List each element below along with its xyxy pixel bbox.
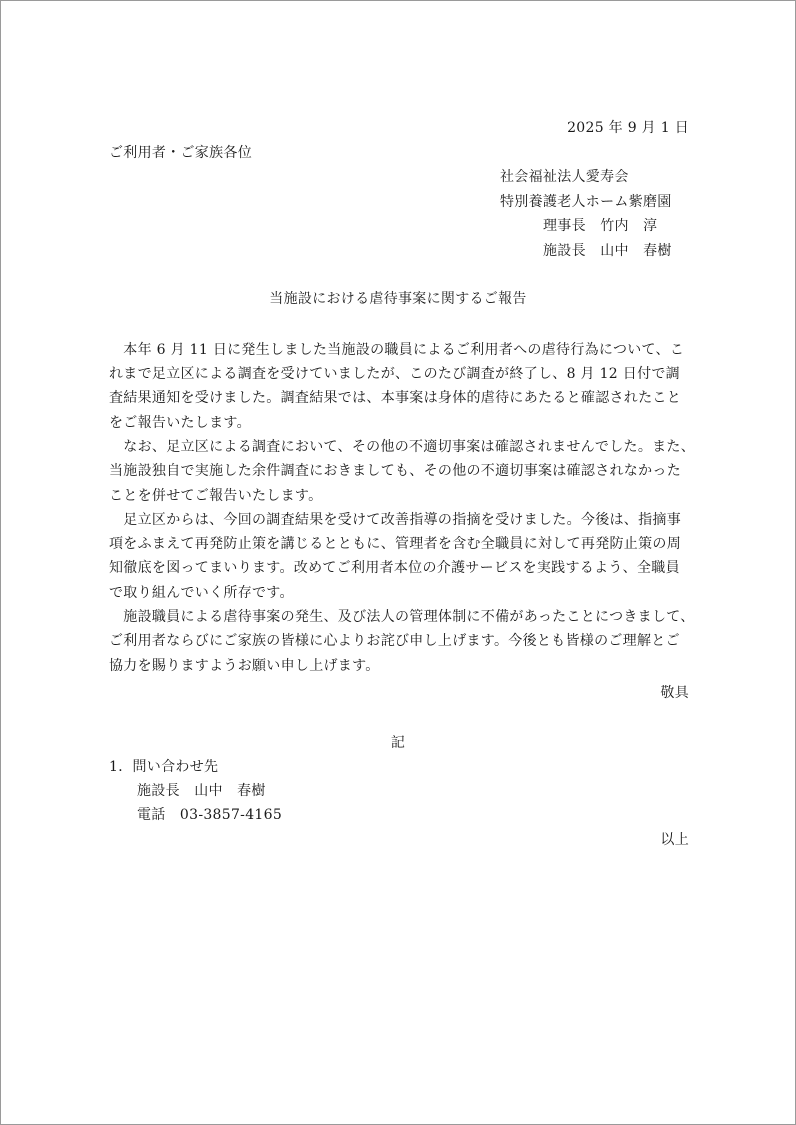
end-marker: 以上	[660, 832, 689, 848]
body-line: をご報告いたします。	[109, 415, 251, 431]
contact-phone: 電話 03-3857-4165	[137, 807, 283, 823]
body-line: なお、足立区による調査において、その他の不適切事案は確認されませんでした。また、	[109, 439, 696, 455]
body-line: 項をふまえて再発防止策を講じるとともに、管理者を含む全職員に対して再発防止策の周	[109, 536, 681, 552]
organization-name: 社会福祉法人愛寿会	[500, 169, 629, 185]
body-line: 本年 6 月 11 日に発生しました当施設の職員によるご利用者への虐待行為について、こ	[109, 342, 685, 358]
body-line: れまで足立区による調査を受けていましたが、このたび調査が終了し、8 月 12 日付で調	[109, 366, 680, 382]
signatory-director: 施設長 山中 春樹	[543, 243, 672, 259]
document-date: 2025 年 9 月 1 日	[567, 120, 689, 136]
closing-keigu: 敬具	[660, 685, 689, 701]
body-line: で取り組んでいく所存です。	[109, 585, 294, 601]
signatory-chairman: 理事長 竹内 淳	[543, 218, 658, 234]
contact-person: 施設長 山中 春樹	[137, 783, 266, 799]
body-line: 足立区からは、今回の調査結果を受けて改善指導の指摘を受けました。今後は、指摘事	[109, 512, 681, 528]
record-marker: 記	[390, 735, 406, 751]
body-line: 査結果通知を受けました。調査結果では、本事案は身体的虐待にあたると確認されたこと	[109, 390, 681, 406]
body-line: 当施設独自で実施した余件調査におきましても、その他の不適切事案は確認されなかった	[109, 463, 681, 479]
body-line: 施設職員による虐待事案の発生、及び法人の管理体制に不備があったことにつきまして、	[109, 609, 695, 625]
facility-name: 特別養護老人ホーム紫磨園	[500, 194, 672, 210]
document-title: 当施設における虐待事案に関するご報告	[269, 291, 527, 307]
contact-heading: 1．問い合わせ先	[109, 759, 219, 775]
body-line: ことを併せてご報告いたします。	[109, 488, 323, 504]
recipient-line: ご利用者・ご家族各位	[109, 145, 252, 161]
body-line: 協力を賜りますようお願い申し上げます。	[109, 658, 380, 674]
body-line: ご利用者ならびにご家族の皆様に心よりお詫び申し上げます。今後とも皆様のご理解とご	[109, 633, 680, 649]
body-line: 知徹底を図ってまいります。改めてご利用者本位の介護サービスを実践するよう、全職員	[109, 560, 680, 576]
